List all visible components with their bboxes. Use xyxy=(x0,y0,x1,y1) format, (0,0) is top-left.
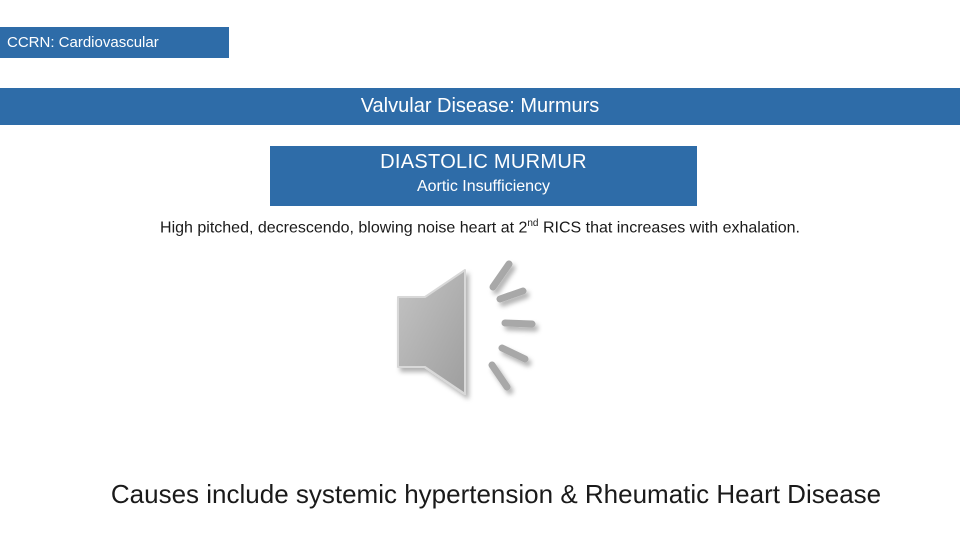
murmur-heading-box xyxy=(270,146,697,206)
course-tag xyxy=(0,27,229,58)
section-title-bar xyxy=(0,88,960,125)
speaker-audio-icon[interactable] xyxy=(380,252,550,412)
description-ordinal: nd xyxy=(527,218,539,229)
section-title: Valvular Disease: Murmurs xyxy=(360,95,600,117)
description-text-start: High pitched, decrescendo, blowing noise heart at 2 xyxy=(160,219,528,237)
murmur-subtitle: Aortic Insufficiency xyxy=(416,178,551,195)
speaker-icon-graphic xyxy=(380,252,550,412)
causes-statement: Causes include systemic hypertension & Rheumatic Heart Disease xyxy=(110,479,882,509)
murmur-description xyxy=(0,218,960,237)
course-tag-label: CCRN: Cardiovascular xyxy=(7,34,159,51)
description-text-end: RICS that increases with exhalation. xyxy=(538,219,800,237)
murmur-title: DIASTOLIC MURMUR xyxy=(380,151,587,173)
